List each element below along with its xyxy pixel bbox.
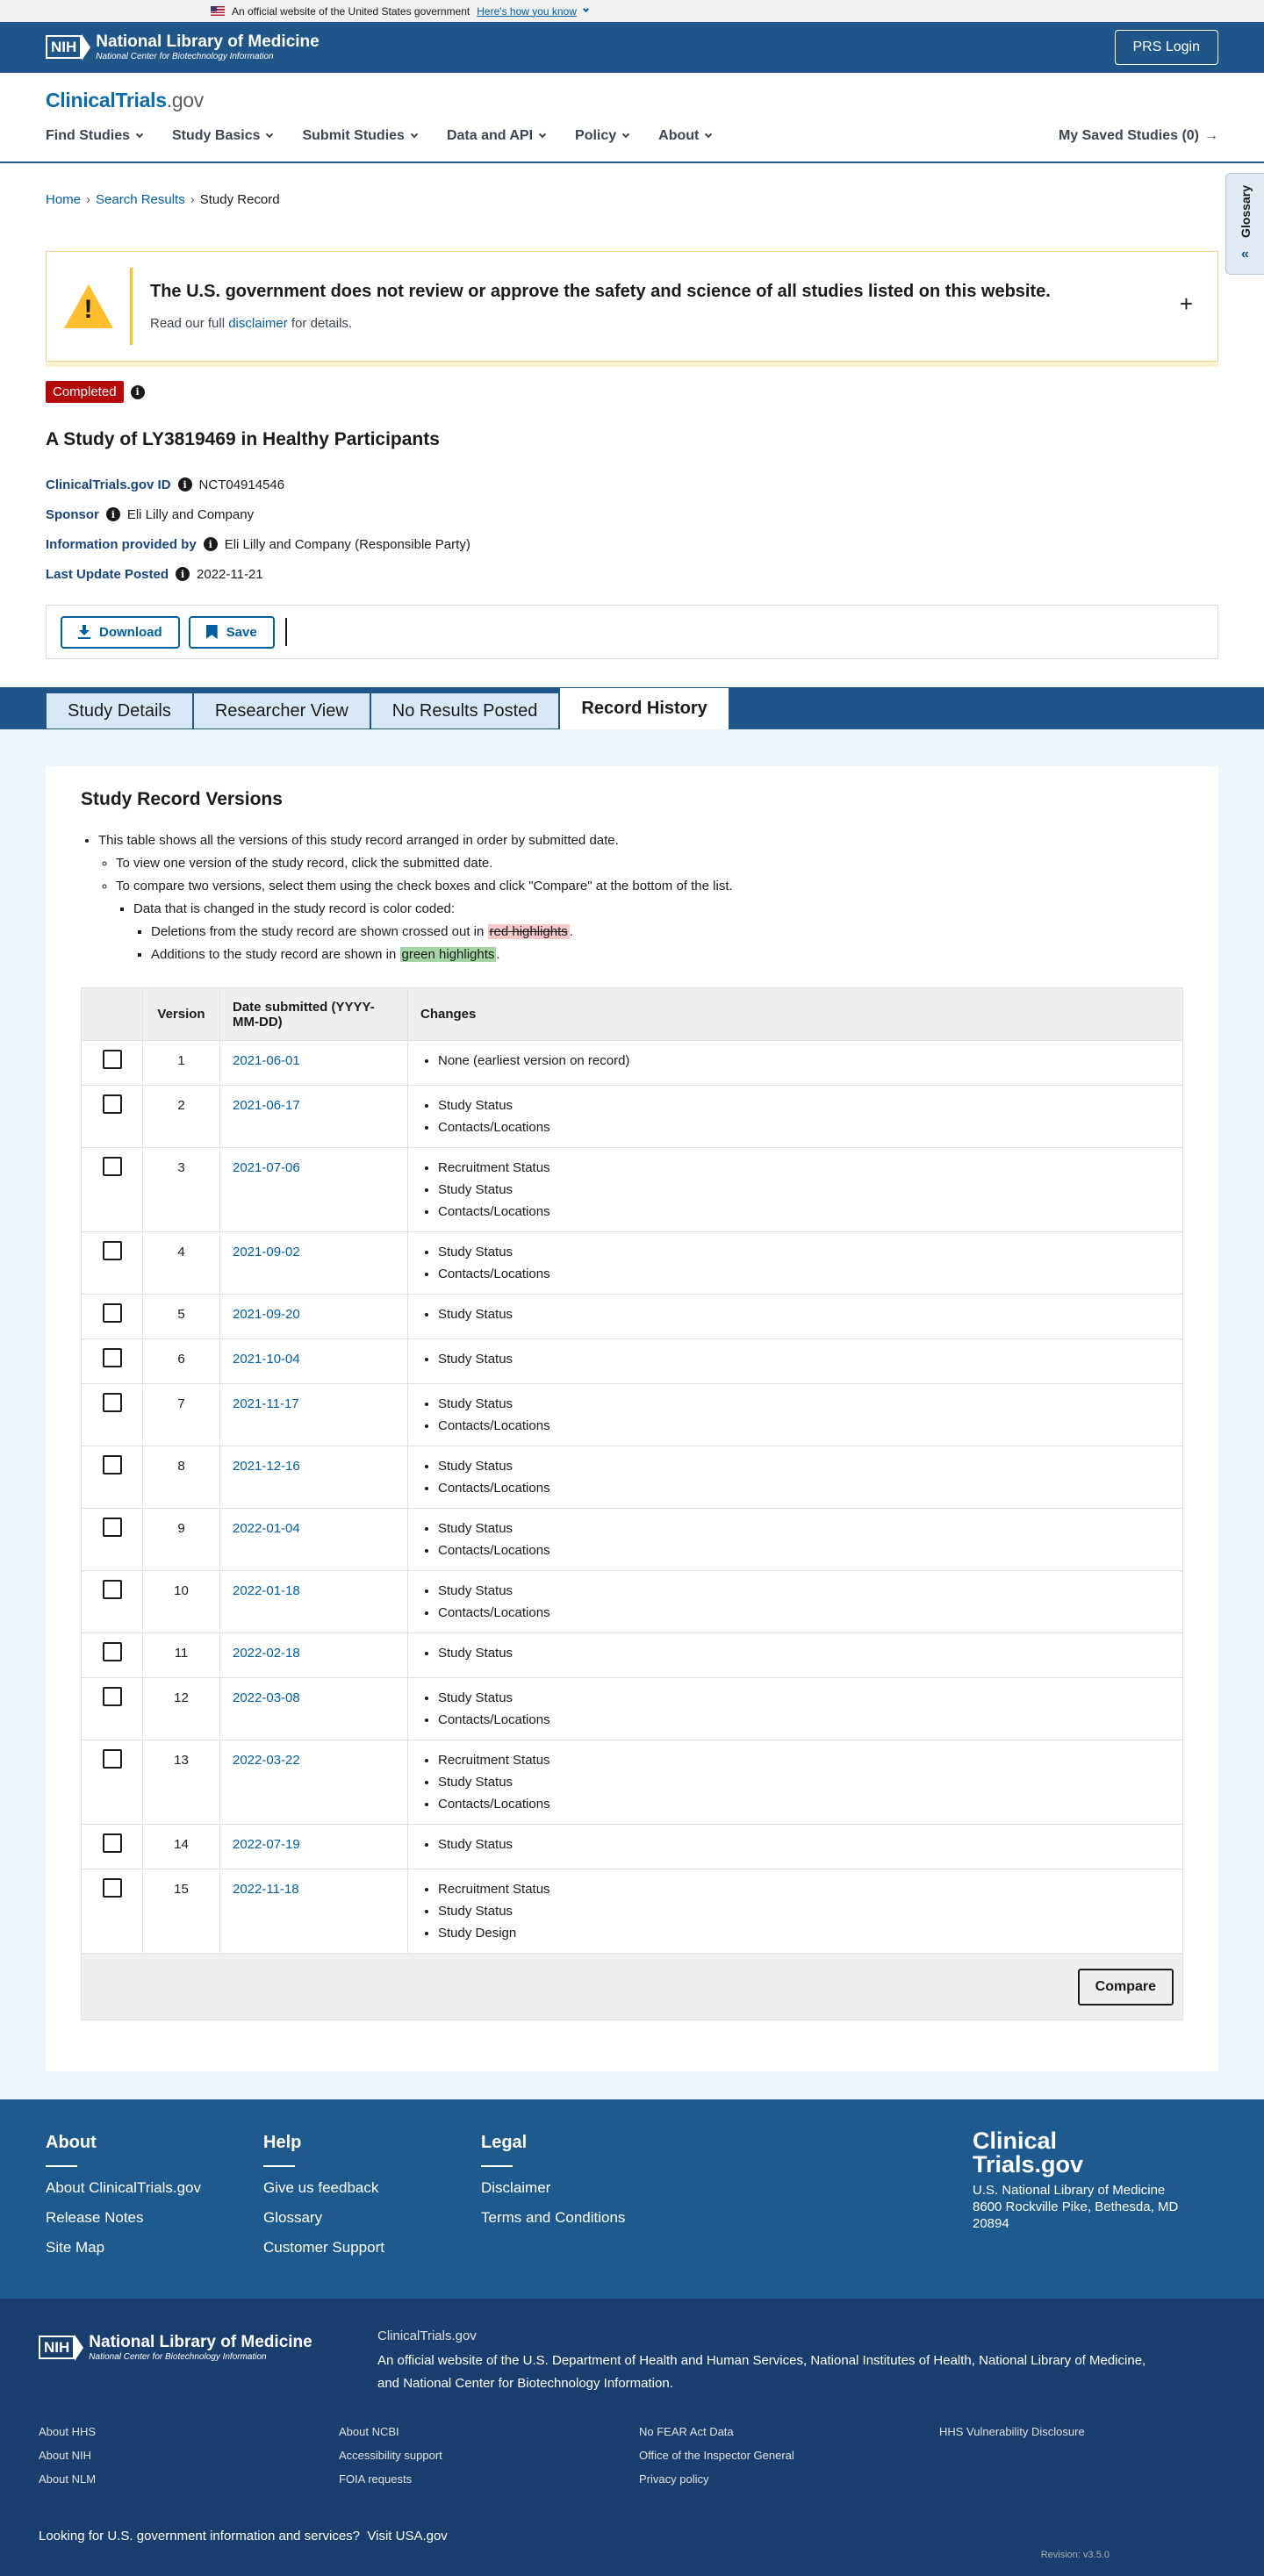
expand-plus-icon[interactable]: + [1179, 291, 1193, 317]
changes-cell [408, 1232, 1183, 1295]
tab-researcher-view[interactable]: Researcher View [193, 692, 370, 729]
nih-logo-icon: NIH [46, 34, 90, 61]
version-date-link[interactable]: 2021-06-17 [233, 1098, 300, 1113]
date-cell [220, 1571, 408, 1633]
info-icon[interactable]: i [131, 385, 145, 399]
change-item: • Study Status [438, 1393, 1170, 1415]
version-date-link[interactable]: 2022-01-18 [233, 1583, 300, 1598]
my-saved-studies-link[interactable]: My Saved Studies (0) → [1058, 128, 1218, 143]
table-row [82, 1295, 1183, 1339]
version-number: 12 [143, 1678, 220, 1740]
change-item: • Study Status [438, 1303, 1170, 1325]
chevron-right-icon: › [190, 191, 195, 207]
version-number: 15 [143, 1869, 220, 1954]
changes-cell [408, 1446, 1183, 1509]
version-date-link[interactable]: 2021-06-01 [233, 1053, 300, 1068]
nav-submit-studies[interactable]: Submit Studies [302, 128, 416, 144]
chevron-down-icon [622, 131, 629, 138]
tab-study-details[interactable]: Study Details [46, 692, 193, 729]
date-cell [220, 1633, 408, 1678]
change-item: • None (earliest version on record) [438, 1050, 1170, 1072]
lower-link[interactable]: About HHS [39, 2425, 97, 2438]
date-cell [220, 1339, 408, 1384]
chevron-down-icon [266, 131, 273, 138]
version-number: 11 [143, 1633, 220, 1678]
table-row [82, 1148, 1183, 1232]
status-badge: Completed [46, 381, 124, 403]
version-number: 14 [143, 1825, 220, 1869]
changes-cell [408, 1295, 1183, 1339]
disclaimer-alert [46, 251, 1218, 362]
version-date-link[interactable]: 2021-12-16 [233, 1459, 300, 1474]
table-row [82, 1086, 1183, 1148]
version-number: 9 [143, 1509, 220, 1571]
prs-login-button[interactable]: PRS Login [1115, 30, 1219, 65]
version-number: 10 [143, 1571, 220, 1633]
version-number: 7 [143, 1384, 220, 1446]
change-item: • Study Status [438, 1518, 1170, 1539]
table-row [82, 1041, 1183, 1086]
row-select-cell [82, 1678, 143, 1740]
row-select-cell [82, 1232, 143, 1295]
info-icon[interactable]: i [106, 507, 120, 521]
tab-no-results-posted[interactable]: No Results Posted [370, 692, 560, 729]
version-checkbox[interactable] [103, 1878, 122, 1898]
date-cell [220, 1295, 408, 1339]
date-cell [220, 1678, 408, 1740]
version-checkbox[interactable] [103, 1580, 122, 1599]
table-row [82, 1339, 1183, 1384]
change-item: • Study Status [438, 1771, 1170, 1793]
info-icon[interactable]: i [178, 477, 192, 492]
note-item: ▪ Data that is changed in the study record is color coded: [133, 898, 1183, 921]
lower-link[interactable]: About NLM [39, 2472, 97, 2486]
change-item: • Contacts/Locations [438, 1793, 1170, 1815]
hhs-link[interactable]: U.S. Department of Health and Human Services [522, 2353, 803, 2368]
row-select-cell [82, 1384, 143, 1446]
date-cell [220, 1509, 408, 1571]
sponsor-value: Eli Lilly and Company [126, 506, 255, 522]
nlm-link[interactable]: National Library of Medicine [979, 2353, 1143, 2368]
tab-bar [0, 687, 1264, 729]
version-number: 3 [143, 1148, 220, 1232]
lower-link[interactable]: FOIA requests [339, 2472, 413, 2486]
row-select-cell [82, 1571, 143, 1633]
glossary-label: Glossary [1238, 185, 1253, 238]
version-date-link[interactable]: 2022-02-18 [233, 1646, 300, 1661]
breadcrumb-search-results[interactable]: Search Results [96, 191, 185, 207]
version-date-link[interactable]: 2021-11-17 [233, 1396, 299, 1411]
warning-icon: ! [64, 284, 113, 328]
table-row [82, 1446, 1183, 1509]
chevron-down-icon [583, 6, 589, 12]
version-date-link[interactable]: 2022-03-22 [233, 1753, 300, 1768]
version-checkbox[interactable] [103, 1749, 122, 1769]
id-value: NCT04914546 [198, 477, 285, 492]
nih-logo-icon: NIH [39, 2335, 83, 2361]
nlm-footer [0, 2299, 1264, 2576]
compare-button[interactable]: Compare [1078, 1969, 1174, 2006]
version-checkbox[interactable] [103, 1241, 122, 1260]
sponsor-label: Sponsor [46, 506, 99, 522]
ncbi-link[interactable]: National Center for Biotechnology Information [403, 2376, 670, 2391]
bookmark-icon [206, 625, 218, 639]
version-number: 2 [143, 1086, 220, 1148]
visit-usa-gov-link[interactable]: Visit USA.gov [367, 2529, 448, 2544]
change-item: • Study Design [438, 1922, 1170, 1944]
change-item: • Study Status [438, 1900, 1170, 1922]
note-item: • This table shows all the versions of this study record arranged in order by submitted date. [98, 829, 1183, 852]
change-item: • Study Status [438, 1241, 1170, 1263]
footer-help-title: Help [263, 2133, 302, 2152]
last-update-label: Last Update Posted [46, 566, 169, 582]
nav-data-and-api[interactable]: Data and API [447, 128, 545, 144]
nav-find-studies[interactable]: Find Studies [46, 128, 142, 144]
row-select-cell [82, 1509, 143, 1571]
footer-link[interactable]: Site Map [46, 2239, 105, 2256]
changes-cell [408, 1740, 1183, 1825]
note-item: ▪ Additions to the study record are shown in green highlights . [151, 944, 1183, 966]
row-select-cell [82, 1869, 143, 1954]
changes-cell [408, 1086, 1183, 1148]
main-content [0, 729, 1264, 2099]
nav-study-basics[interactable]: Study Basics [172, 128, 272, 144]
changes-cell [408, 1509, 1183, 1571]
change-item: • Study Status [438, 1094, 1170, 1116]
version-number: 1 [143, 1041, 220, 1086]
record-versions-panel [46, 766, 1218, 2071]
info-provided-label: Information provided by [46, 536, 197, 552]
change-item: • Study Status [438, 1687, 1170, 1709]
version-checkbox[interactable] [103, 1303, 122, 1323]
row-select-cell [82, 1825, 143, 1869]
study-title: A Study of LY3819469 in Healthy Participants [46, 429, 440, 449]
heres-how-you-know-link[interactable]: Here's how you know [477, 4, 577, 18]
version-checkbox[interactable] [103, 1455, 122, 1475]
nih-header [0, 22, 1264, 73]
version-date-link[interactable]: 2021-10-04 [233, 1352, 300, 1367]
note-item: ▪ Deletions from the study record are shown crossed out in red highlights . [151, 921, 1183, 944]
table-row [82, 1232, 1183, 1295]
footer-link[interactable]: About ClinicalTrials.gov [46, 2179, 201, 2196]
footer-link[interactable]: Disclaimer [481, 2179, 551, 2196]
date-cell [220, 1148, 408, 1232]
lower-link[interactable]: About NIH [39, 2449, 91, 2462]
change-item: • Recruitment Status [438, 1157, 1170, 1179]
site-navigation [0, 73, 1264, 163]
footer-link[interactable]: Terms and Conditions [481, 2209, 626, 2226]
arrow-right-icon: → [1204, 128, 1218, 143]
info-provided-value: Eli Lilly and Company (Responsible Party) [224, 536, 470, 552]
versions-notes [81, 829, 1183, 966]
table-row [82, 1869, 1183, 1954]
lower-links [39, 2425, 1239, 2496]
footer-address: U.S. National Library of Medicine 8600 Rockville Pike, Bethesda, MD 20894 [973, 2183, 1179, 2231]
row-select-cell [82, 1041, 143, 1086]
change-item: • Study Status [438, 1833, 1170, 1855]
row-select-cell [82, 1740, 143, 1825]
nlm-footer-logo[interactable]: NIH National Library of Medicine National Center for Biotechnology Information [39, 2334, 312, 2362]
last-update-value: 2022-11-21 [197, 566, 263, 582]
version-number: 4 [143, 1232, 220, 1295]
row-select-cell [82, 1086, 143, 1148]
row-select-cell [82, 1339, 143, 1384]
download-button[interactable]: Download [61, 616, 180, 649]
version-checkbox[interactable] [103, 1393, 122, 1412]
change-item: • Contacts/Locations [438, 1415, 1170, 1437]
row-select-cell [82, 1633, 143, 1678]
nlm-subtitle: National Center for Biotechnology Information [96, 51, 274, 61]
version-checkbox[interactable] [103, 1094, 122, 1114]
red-highlight-sample: red highlights [489, 924, 568, 939]
change-item: • Contacts/Locations [438, 1602, 1170, 1624]
row-select-cell [82, 1446, 143, 1509]
version-checkbox[interactable] [103, 1642, 122, 1661]
version-date-link[interactable]: 2021-09-02 [233, 1245, 300, 1259]
date-cell [220, 1232, 408, 1295]
version-number: 8 [143, 1446, 220, 1509]
footer-link[interactable]: Give us feedback [263, 2179, 379, 2196]
version-checkbox[interactable] [103, 1833, 122, 1853]
study-meta [46, 470, 1218, 589]
version-checkbox[interactable] [103, 1518, 122, 1537]
nav-about[interactable]: About [658, 128, 711, 144]
version-date-link[interactable]: 2022-03-08 [233, 1690, 300, 1705]
footer-about [46, 2133, 263, 2299]
changes-cell [408, 1633, 1183, 1678]
nih-link[interactable]: National Institutes of Health [810, 2353, 972, 2368]
row-select-cell [82, 1148, 143, 1232]
version-checkbox[interactable] [103, 1157, 122, 1176]
date-cell [220, 1086, 408, 1148]
gov-banner-text: An official website of the United States government [232, 4, 470, 18]
footer-legal-title: Legal [481, 2133, 528, 2152]
disclaimer-text: Read our full disclaimer for details. [150, 316, 353, 331]
changes-cell [408, 1339, 1183, 1384]
nlm-logo[interactable] [46, 33, 320, 61]
version-date-link[interactable]: 2021-09-20 [233, 1307, 300, 1322]
col-date: Date submitted (YYYY-MM-DD) [220, 988, 408, 1041]
col-select [82, 988, 143, 1041]
lower-link[interactable]: HHS Vulnerability Disclosure [939, 2425, 1085, 2438]
disclaimer-heading: The U.S. government does not review or approve the safety and science of all studies listed on this website. [150, 282, 1051, 301]
version-number: 13 [143, 1740, 220, 1825]
footer-link[interactable]: Customer Support [263, 2239, 384, 2256]
id-label: ClinicalTrials.gov ID [46, 477, 171, 492]
usa-gov-line: Looking for U.S. government information and services? Visit USA.gov [39, 2529, 448, 2544]
footer-legal [481, 2133, 699, 2299]
status-row [46, 381, 1218, 403]
row-select-cell [82, 1295, 143, 1339]
tab-record-history[interactable]: Record History [559, 687, 729, 729]
change-item: • Study Status [438, 1642, 1170, 1664]
chevron-right-icon: › [86, 191, 91, 207]
footer-link[interactable]: Glossary [263, 2209, 323, 2226]
lower-link[interactable]: Office of the Inspector General [639, 2449, 794, 2462]
changes-cell [408, 1148, 1183, 1232]
date-cell [220, 1446, 408, 1509]
col-version: Version [143, 988, 220, 1041]
table-row [82, 1740, 1183, 1825]
version-date-link[interactable]: 2021-07-06 [233, 1160, 300, 1175]
change-item: • Contacts/Locations [438, 1201, 1170, 1223]
breadcrumb-home[interactable]: Home [46, 191, 82, 207]
change-item: • Recruitment Status [438, 1749, 1170, 1771]
chevron-down-icon [136, 131, 143, 138]
note-item: ◦ To view one version of the study record, click the submitted date. [116, 852, 1183, 875]
us-flag-icon [211, 6, 225, 16]
disclaimer-link[interactable]: disclaimer [228, 316, 288, 331]
change-item: • Recruitment Status [438, 1878, 1170, 1900]
change-item: • Contacts/Locations [438, 1539, 1170, 1561]
date-cell [220, 1384, 408, 1446]
changes-cell [408, 1825, 1183, 1869]
note-item: ◦ To compare two versions, select them using the check boxes and click "Compare" at the bottom of the list. [116, 875, 1183, 898]
changes-cell [408, 1571, 1183, 1633]
date-cell [220, 1869, 408, 1954]
breadcrumb-current: Study Record [199, 191, 280, 207]
footer-ct-logo[interactable]: Clinical Trials.gov [973, 2128, 1084, 2178]
footer-brand [973, 2129, 1178, 2232]
nav-policy[interactable]: Policy [575, 128, 628, 144]
change-item: • Contacts/Locations [438, 1709, 1170, 1731]
lower-link[interactable]: Privacy policy [639, 2472, 709, 2486]
info-icon[interactable]: i [176, 567, 190, 581]
versions-heading: Study Record Versions [81, 789, 283, 809]
table-row [82, 1571, 1183, 1633]
version-number: 6 [143, 1339, 220, 1384]
version-date-link[interactable]: 2022-11-18 [233, 1882, 299, 1897]
footer-link[interactable]: Release Notes [46, 2209, 144, 2226]
footer-about-title: About [46, 2133, 97, 2152]
chevron-down-icon [705, 131, 712, 138]
chevron-down-icon [411, 131, 418, 138]
lower-link[interactable]: About NCBI [339, 2425, 399, 2438]
change-item: • Contacts/Locations [438, 1116, 1170, 1138]
table-row [82, 1825, 1183, 1869]
date-cell [220, 1740, 408, 1825]
table-row [82, 1384, 1183, 1446]
download-icon [78, 625, 90, 639]
clinicaltrials-logo[interactable]: ClinicalTrials.gov [46, 89, 204, 111]
version-number: 5 [143, 1295, 220, 1339]
change-item: • Study Status [438, 1580, 1170, 1602]
table-row [82, 1509, 1183, 1571]
changes-cell [408, 1869, 1183, 1954]
action-bar [46, 605, 1218, 659]
lower-link[interactable]: Accessibility support [339, 2449, 442, 2462]
lower-ct-label: ClinicalTrials.gov [377, 2328, 477, 2343]
version-date-link[interactable]: 2022-07-19 [233, 1837, 300, 1852]
date-cell [220, 1041, 408, 1086]
version-checkbox[interactable] [103, 1348, 122, 1367]
footer-help [263, 2133, 481, 2299]
table-row [82, 1633, 1183, 1678]
col-changes: Changes [408, 988, 1183, 1041]
chevron-down-icon [539, 131, 546, 138]
footer [0, 2099, 1264, 2299]
info-icon[interactable]: i [204, 537, 218, 551]
change-item: • Study Status [438, 1179, 1170, 1201]
breadcrumb [0, 163, 1264, 212]
version-checkbox[interactable] [103, 1050, 122, 1069]
double-chevron-left-icon: « [1241, 246, 1249, 262]
change-item: • Study Status [438, 1455, 1170, 1477]
date-cell [220, 1825, 408, 1869]
change-item: • Study Status [438, 1348, 1170, 1370]
changes-cell [408, 1678, 1183, 1740]
change-item: • Contacts/Locations [438, 1477, 1170, 1499]
change-item: • Contacts/Locations [438, 1263, 1170, 1285]
versions-table [81, 987, 1183, 2020]
gov-banner [0, 0, 1264, 22]
divider [285, 618, 287, 646]
official-website-text: An official website of the U.S. Department of Health and Human Services, National Institutes of Health, National Library of Medicine, and National Center for Biotechnology Information. [377, 2353, 1146, 2391]
table-row [82, 1678, 1183, 1740]
save-button[interactable]: Save [189, 616, 275, 649]
lower-link[interactable]: No FEAR Act Data [639, 2425, 734, 2438]
green-highlight-sample: green highlights [401, 947, 495, 962]
revision-label: Revision: v3.5.0 [1040, 2550, 1110, 2560]
changes-cell [408, 1041, 1183, 1086]
version-date-link[interactable]: 2022-01-04 [233, 1521, 300, 1536]
version-checkbox[interactable] [103, 1687, 122, 1706]
changes-cell [408, 1384, 1183, 1446]
glossary-tab[interactable] [1225, 173, 1264, 275]
nlm-title: National Library of Medicine [96, 32, 320, 52]
